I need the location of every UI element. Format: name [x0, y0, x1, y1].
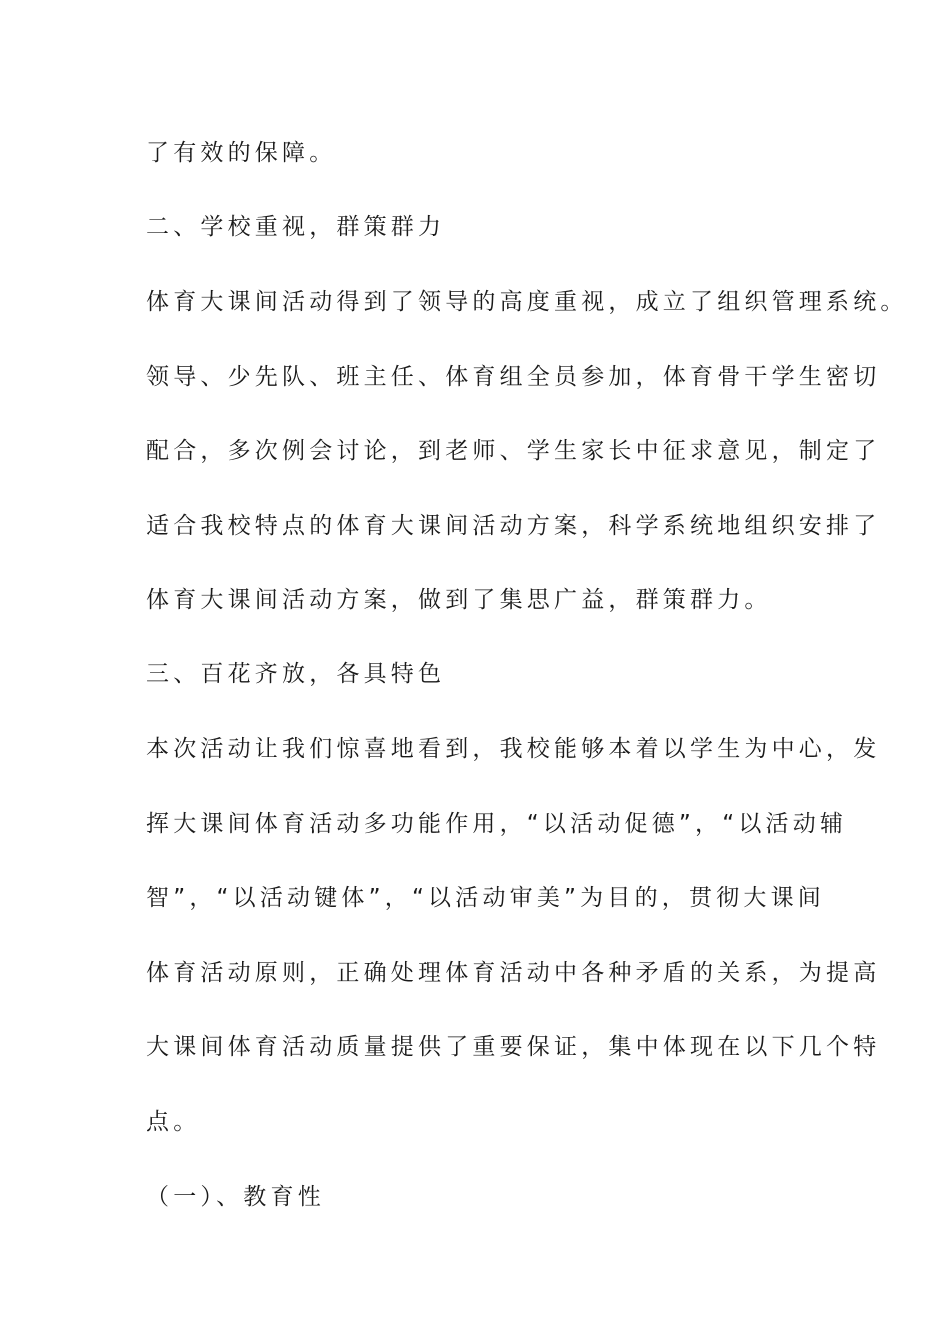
paragraph-line: 了有效的保障。	[146, 140, 337, 166]
paragraph-line: 智”，“以活动键体”，“以活动审美”为目的，贯彻大课间	[146, 885, 825, 911]
paragraph-line: 体育活动原则，正确处理体育活动中各种矛盾的关系，为提高	[146, 960, 881, 986]
section-heading: 三、百花齐放，各具特色	[146, 661, 446, 687]
subsection-heading: （一）、教育性	[146, 1184, 325, 1210]
paragraph-line: 点。	[146, 1109, 201, 1135]
paragraph-line: 体育大课间活动方案，做到了集思广益，群策群力。	[146, 587, 772, 613]
paragraph-line: 本次活动让我们惊喜地看到，我校能够本着以学生为中心，发	[146, 736, 881, 762]
paragraph-line: 领导、少先队、班主任、体育组全员参加，体育骨干学生密切	[146, 364, 881, 390]
paragraph-line: 体育大课间活动得到了领导的高度重视，成立了组织管理系统。	[146, 289, 908, 315]
section-heading: 二、学校重视，群策群力	[146, 214, 446, 240]
paragraph-line: 适合我校特点的体育大课间活动方案，科学系统地组织安排了	[146, 513, 881, 539]
paragraph-line: 大课间体育活动质量提供了重要保证，集中体现在以下几个特	[146, 1034, 881, 1060]
paragraph-line: 挥大课间体育活动多功能作用，“以活动促德”，“以活动辅	[146, 811, 848, 837]
paragraph-line: 配合，多次例会讨论，到老师、学生家长中征求意见，制定了	[146, 438, 881, 464]
